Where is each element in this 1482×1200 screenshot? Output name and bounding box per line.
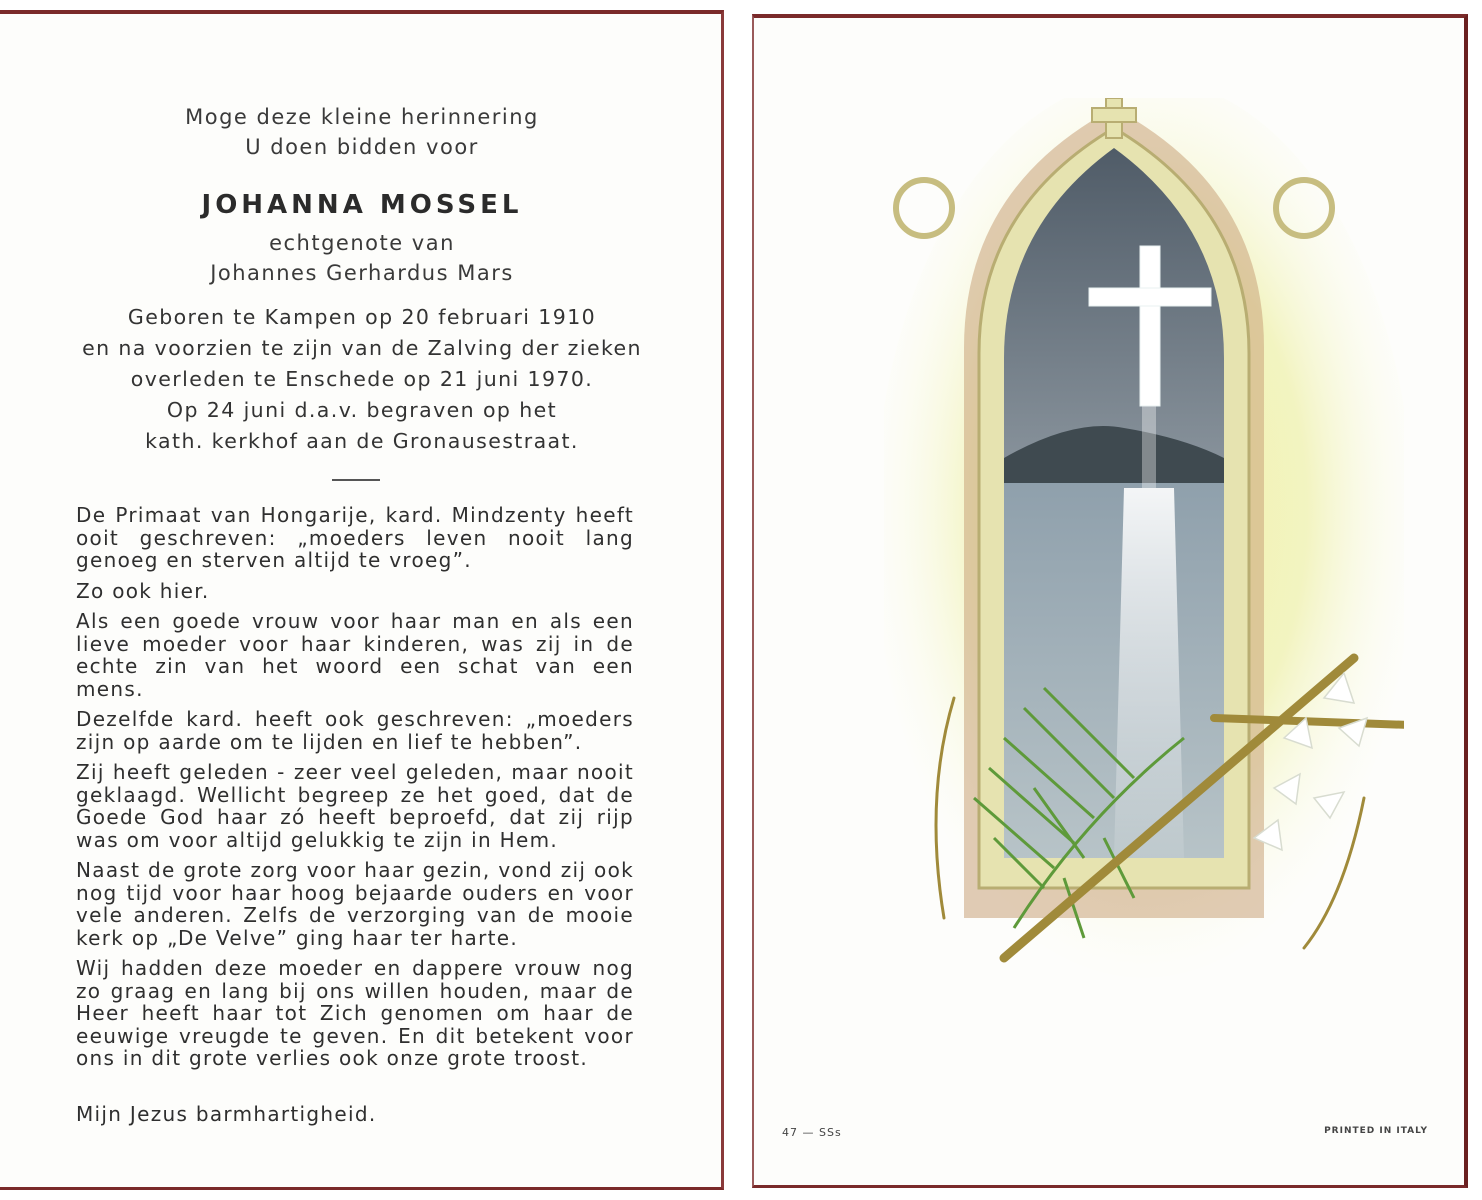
date-line: kath. kerkhof aan de Gronausestraat. <box>145 429 579 453</box>
divider <box>332 479 380 481</box>
date-line: overleden te Enschede op 21 juni 1970. <box>130 367 594 391</box>
date-line: en na voorzien te zijn van de Zalving der zieken <box>82 336 642 360</box>
left-card-text-side <box>0 10 724 1190</box>
right-card-picture-side <box>752 14 1468 1188</box>
paragraph: De Primaat van Hongarije, kard. Mindzenty heeft ooit geschreven: „moeders leven nooit lang genoeg en sterven altijd te vroeg”. <box>76 503 634 572</box>
light-reflection <box>1114 488 1184 858</box>
paragraph: Als een goede vrouw voor haar man en als een lieve moeder voor haar kinderen, was zij in de echte zin van het woord een schat van een mens. <box>76 609 634 701</box>
intro-line: Moge deze kleine herinnering <box>185 105 539 129</box>
closing-prayer: Mijn Jezus barmhartigheid. <box>76 1102 377 1126</box>
dates-block <box>60 302 664 457</box>
paragraph: Naast de grote zorg voor haar gezin, vond zij ook nog tijd voor haar hoog bejaarde ouders en voor vele anderen. Zelfs de verzorging van de mooie kerk op „De Velve” ging haar ter harte. <box>76 858 634 950</box>
body-text <box>76 504 634 1078</box>
intro-line: U doen bidden voor <box>245 135 479 159</box>
devotional-illustration <box>884 98 1404 998</box>
paragraph: Zo ook hier. <box>76 578 210 603</box>
spouse-block <box>0 228 724 288</box>
intro-block <box>0 102 724 162</box>
lake <box>1004 483 1224 863</box>
card-number: 47 — SSs <box>782 1126 842 1139</box>
date-line: Geboren te Kampen op 20 februari 1910 <box>127 305 597 329</box>
paragraph: Wij hadden deze moeder en dappere vrouw nog zo graag en lang bij ons willen houden, maar de Heer heeft haar tot Zich genomen om haar de eeuwige vreugde te geven. En dit betekent voor ons in dit grote verlies ook onze grote troost. <box>76 956 634 1070</box>
printed-in-label: PRINTED IN ITALY <box>1324 1126 1428 1136</box>
deceased-name: JOHANNA MOSSEL <box>201 190 523 220</box>
date-line: Op 24 juni d.a.v. begraven op het <box>166 398 558 422</box>
spouse-line: echtgenote van <box>269 231 455 255</box>
paragraph: Zij heeft geleden - zeer veel geleden, maar nooit geklaagd. Wellicht begreep ze het goed, dat de Goede God haar zó heeft beproefd, dat zij rijp was om voor altijd gelukkig te zijn in Hem. <box>76 760 634 852</box>
ornament-left <box>896 180 952 236</box>
window-scene <box>1004 138 1224 863</box>
spouse-name: Johannes Gerhardus Mars <box>210 261 514 285</box>
paragraph: Dezelfde kard. heeft ook geschreven: „moeders zijn op aarde om te lijden en lief te hebben”. <box>76 707 634 754</box>
